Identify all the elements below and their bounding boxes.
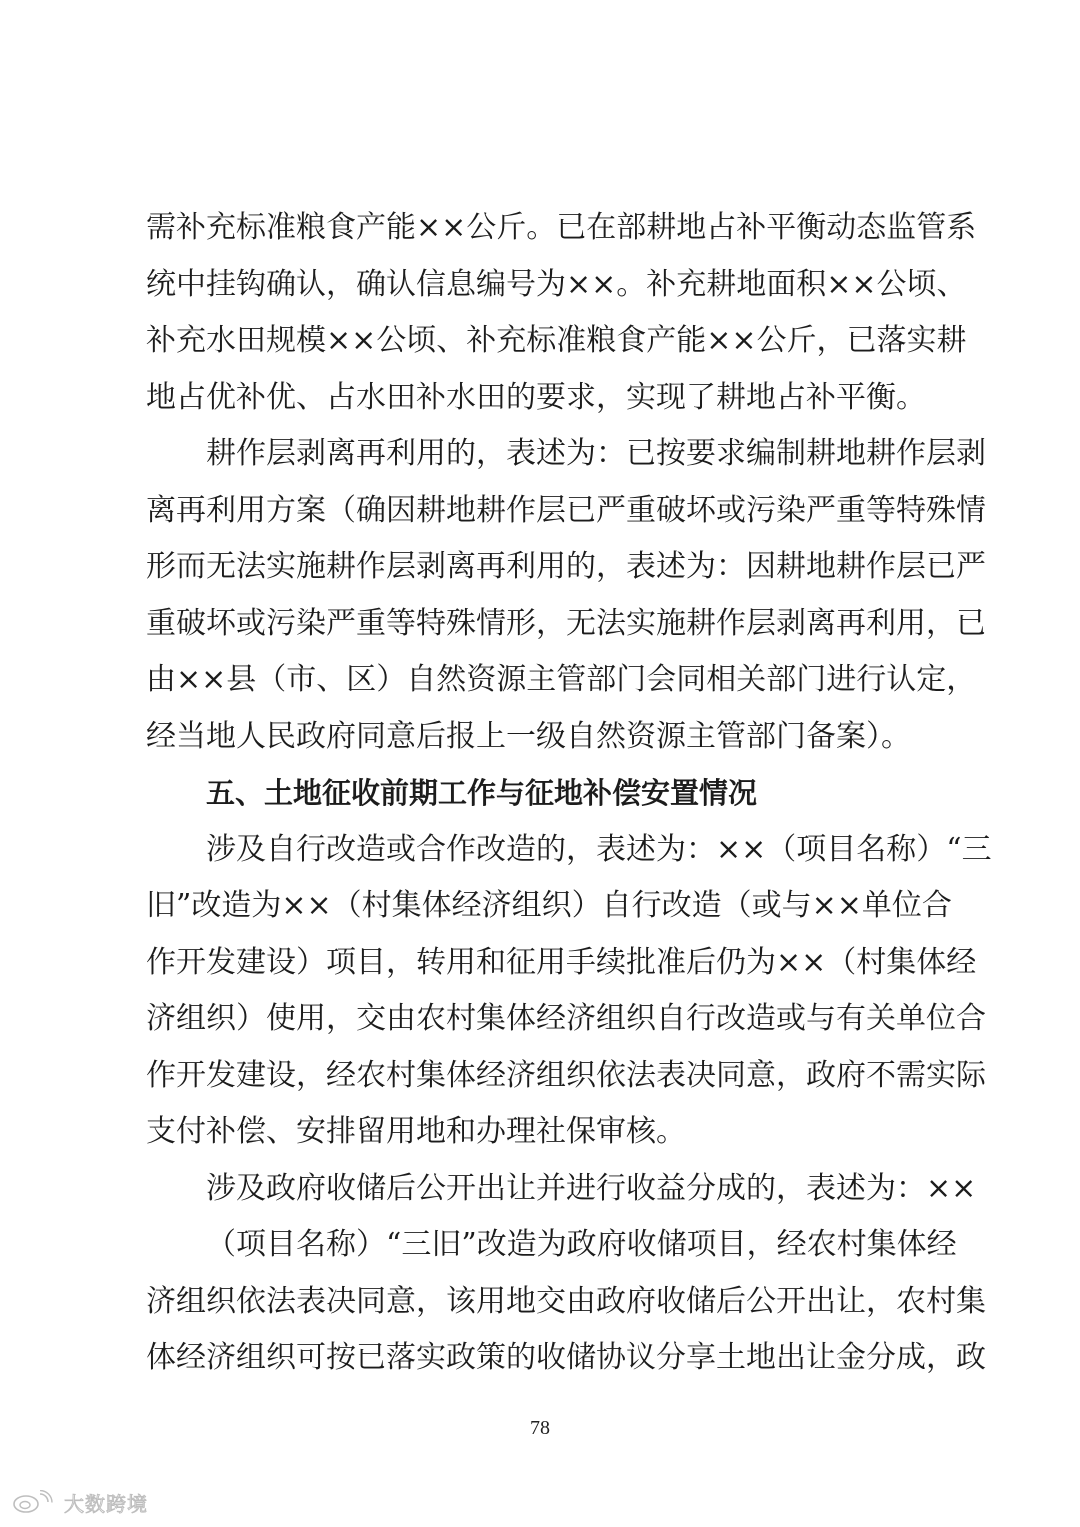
text-line: 作开发建设，经农村集体经济组织依法表决同意，政府不需实际 xyxy=(146,1057,986,1093)
text-line: 旧”改造为××（村集体经济组织）自行改造（或与××单位合 xyxy=(146,888,952,923)
paragraph-start-line: 涉及政府收储后公开出让并进行收益分成的，表述为：×× xyxy=(206,1170,977,1206)
text-line: 济组织）使用，交由农村集体经济组织自行改造或与有关单位合 xyxy=(146,1001,986,1036)
paragraph-start-line: 涉及自行改造或合作改造的，表述为：××（项目名称）“三 xyxy=(206,831,992,867)
document-body xyxy=(146,200,992,1387)
text-line: 需补充标准粮食产能××公斤。已在部耕地占补平衡动态监管系 xyxy=(146,210,977,245)
text-line: 济组织依法表决同意，该用地交由政府收储后公开出让，农村集 xyxy=(146,1283,986,1319)
text-line: 重破坏或污染严重等特殊情形，无法实施耕作层剥离再利用，已 xyxy=(146,605,986,641)
page-number: 78 xyxy=(530,1417,550,1439)
text-line: 补充水田规模××公顷、补充标准粮食产能××公斤，已落实耕 xyxy=(146,323,967,358)
watermark xyxy=(12,1486,148,1518)
text-line: 由××县（市、区）自然资源主管部门会同相关部门进行认定， xyxy=(146,662,977,697)
weibo-logo-icon xyxy=(12,1490,58,1514)
text-line: 离再利用方案（确因耕地耕作层已严重破坏或污染严重等特殊情 xyxy=(146,492,986,528)
text-line: 作开发建设）项目，转用和征用手续批准后仍为××（村集体经 xyxy=(146,944,977,980)
section-heading: 五、土地征收前期工作与征地补偿安置情况 xyxy=(206,776,758,810)
text-line: 形而无法实施耕作层剥离再利用的，表述为：因耕地耕作层已严 xyxy=(146,549,986,584)
text-line: 地占优补优、占水田补水田的要求，实现了耕地占补平衡。 xyxy=(146,379,926,415)
text-line: 体经济组织可按已落实政策的收储协议分享土地出让金分成，政 xyxy=(146,1340,986,1375)
paragraph-start-line: 耕作层剥离再利用的，表述为：已按要求编制耕地耕作层剥 xyxy=(206,436,986,471)
text-line: 支付补偿、安排留用地和办理社保审核。 xyxy=(146,1114,686,1149)
watermark-text: 大数跨境 xyxy=(64,1491,148,1516)
text-line: 经当地人民政府同意后报上一级自然资源主管部门备案）。 xyxy=(146,718,911,754)
text-line: （项目名称）“三旧”改造为政府收储项目，经农村集体经 xyxy=(206,1227,957,1262)
text-line: 统中挂钩确认，确认信息编号为××。补充耕地面积××公顷、 xyxy=(146,266,967,302)
